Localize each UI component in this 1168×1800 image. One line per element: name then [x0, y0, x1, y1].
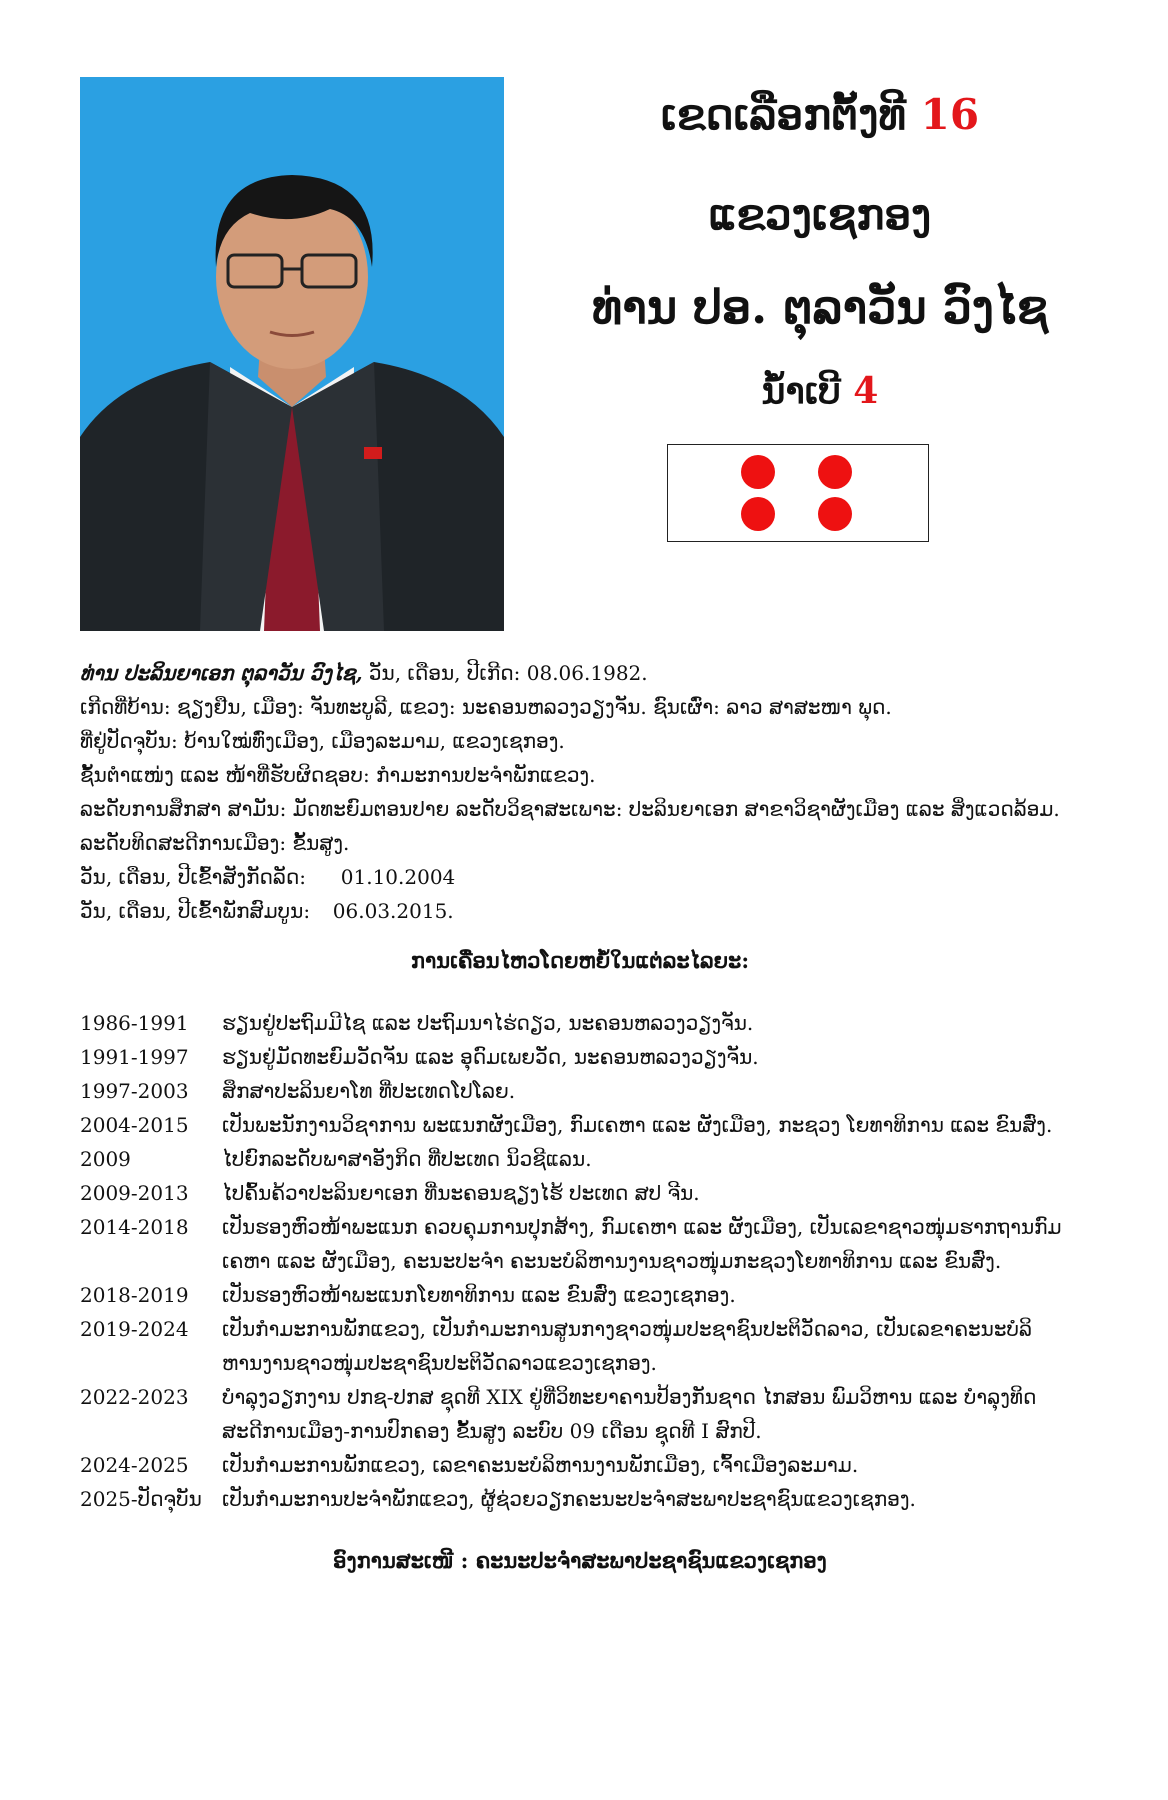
timeline-row [80, 1108, 1120, 1142]
timeline-row [80, 1380, 1120, 1448]
party-entry-label: ວັນ, ເດືອນ, ປີເຂົ້າພັກສົມບູນ: [80, 899, 311, 923]
timeline-text [222, 1074, 1120, 1108]
timeline-text [222, 1278, 1120, 1312]
timeline-line: ຫານງານຊາວໜຸ່ມປະຊາຊົນປະຕິວັດລາວແຂວງເຊກອງ. [222, 1351, 657, 1375]
info-address: ທີ່ຢູ່ປັດຈຸບັນ: ບ້ານໃໝ່ທົ່ງເມືອງ, ເມືອງລະມາມ, ແຂວງເຊກອງ. [80, 729, 565, 753]
timeline-title: ການເຄື່ອນໄຫວໂດຍຫຍໍ້ໃນແຕ່ລະໄລຍະ: [410, 948, 750, 973]
info-name: ທ່ານ ປະລິນຍາເອກ ຕຸລາວັນ ວົງໄຊ, [80, 661, 363, 685]
timeline-line: ເປັນຮອງຫົວໜ້າພະແນກ ຄວບຄຸມການປຸກສ້າງ, ກົມເຄຫາ ແລະ ຜັງເມືອງ, ເປັນເລຂາຊາວໜຸ່ມຮາກຖານກົມ [222, 1215, 1062, 1239]
timeline-year: 2022-2023 [80, 1385, 189, 1409]
timeline-line: ຮຽນຢູ່ປະຖົມມີໄຊ ແລະ ປະຖົມນາໄຮ່ດຽວ, ນະຄອນຫລວງວຽງຈັນ. [222, 1011, 754, 1035]
ballot-number-dots [667, 444, 929, 542]
info-birth [80, 656, 1120, 690]
timeline-line: ເປັນກຳມະການພັກແຂວງ, ເປັນກຳມະການສູນກາງຊາວໜຸ່ມປະຊາຊົນປະຕິວັດລາວ, ເປັນເລຂາຄະນະບໍລິ [222, 1317, 1032, 1341]
timeline-row [80, 1312, 1120, 1380]
dot [741, 455, 775, 489]
dot [818, 497, 852, 531]
timeline-year: 2009 [80, 1147, 131, 1171]
timeline [80, 1006, 1120, 1516]
timeline-year: 2018-2019 [80, 1283, 189, 1307]
party-entry-date: 06.03.2015. [332, 899, 454, 923]
info-political-theory: ລະດັບທິດສະດີການເມືອງ: ຂັ້ນສູງ. [80, 831, 350, 855]
dot [741, 497, 775, 531]
constituency-title [520, 90, 1120, 140]
timeline-row [80, 1040, 1120, 1074]
timeline-text [222, 1482, 1120, 1516]
timeline-year: 2019-2024 [80, 1317, 189, 1341]
timeline-line: ບຳລຸງວຽກງານ ປກຊ-ປກສ ຊຸດທີ XIX ຢູ່ທີ່ວິທະຍາຄານປ້ອງກັນຊາດ ໄກສອນ ພົມວິຫານ ແລະ ບຳລຸງທິດ [222, 1385, 1037, 1409]
timeline-row [80, 1074, 1120, 1108]
constituency-label: ເຂດເລືອກຕັ້ງທີ [660, 90, 906, 139]
timeline-line: ເປັນກຳມະການປະຈຳພັກແຂວງ, ຜູ້ຊ່ວຍວຽກຄະນະປະຈຳສະພາປະຊາຊົນແຂວງເຊກອງ. [222, 1487, 916, 1511]
state-entry-date: 01.10.2004 [340, 865, 456, 889]
timeline-text [222, 1108, 1120, 1142]
info-state-entry [80, 860, 1120, 894]
timeline-row [80, 1482, 1120, 1516]
timeline-text [222, 1040, 1120, 1074]
info-education: ລະດັບການສຶກສາ ສາມັນ: ມັດທະຍົມຕອນປາຍ ລະດັບວິຊາສະເພາະ: ປະລິນຍາເອກ ສາຂາວິຊາຜັງເມືອງ ແລະ ສິ່ງແວດລ້ອມ. [80, 797, 1060, 821]
timeline-line: ເປັນຮອງຫົວໜ້າພະແນກໂຍທາທິການ ແລະ ຂົນສົ່ງ ແຂວງເຊກອງ. [222, 1283, 736, 1307]
timeline-line: ຮຽນຢູ່ມັດທະຍົມວັດຈັນ ແລະ ອຸດົມເພຍວັດ, ນະຄອນຫລວງວຽງຈັນ. [222, 1045, 759, 1069]
province-title: ແຂວງເຊກອງ [708, 190, 932, 239]
candidate-photo [80, 77, 504, 631]
timeline-text [222, 1142, 1120, 1176]
number-label: ນໍ້າເບີ [761, 370, 841, 412]
candidate-number [520, 370, 1120, 413]
timeline-line: ສຶກສາປະລິນຍາໂທ ທີ່ປະເທດໂປໂລຍ. [222, 1079, 516, 1103]
personal-info [80, 656, 1120, 928]
timeline-text [222, 1380, 1120, 1448]
timeline-year: 2025-ປັດຈຸບັນ [80, 1487, 202, 1511]
timeline-text [222, 1006, 1120, 1040]
timeline-line: ເປັນພະນັກງານວິຊາການ ພະແນກຜັງເມືອງ, ກົມເຄຫາ ແລະ ຜັງເມືອງ, ກະຊວງ ໂຍທາທິການ ແລະ ຂົນສົ່ງ. [222, 1113, 1053, 1137]
constituency-number: 16 [920, 90, 980, 139]
proposer: ອົງການສະເໜີ : ຄະນະປະຈຳສະພາປະຊາຊົນແຂວງເຊກອງ [333, 1548, 827, 1573]
candidate-portrait-icon [80, 77, 504, 631]
info-party-entry [80, 894, 1120, 928]
state-entry-label: ວັນ, ເດືອນ, ປີເຂົ້າສັງກັດລັດ: [80, 865, 307, 889]
timeline-line: ສະດີການເມືອງ-ການປົກຄອງ ຂັ້ນສູງ ລະບົບ 09 ເດືອນ ຊຸດທີ I ສົກປີ. [222, 1419, 762, 1443]
timeline-year: 1986-1991 [80, 1011, 189, 1035]
timeline-text [222, 1312, 1120, 1380]
timeline-row [80, 1210, 1120, 1278]
timeline-text [222, 1448, 1120, 1482]
timeline-year: 1997-2003 [80, 1079, 189, 1103]
timeline-row [80, 1006, 1120, 1040]
timeline-line: ເຄຫາ ແລະ ຜັງເມືອງ, ຄະນະປະຈຳ ຄະນະບໍລິຫານງານຊາວໜຸ່ມກະຊວງໂຍທາທິການ ແລະ ຂົນສົ່ງ. [222, 1249, 1002, 1273]
timeline-row [80, 1176, 1120, 1210]
timeline-year: 2014-2018 [80, 1215, 189, 1239]
timeline-row [80, 1142, 1120, 1176]
info-birthplace: ເກີດທີ່ບ້ານ: ຊຽງຢືນ, ເມືອງ: ຈັນທະບູລີ, ແຂວງ: ນະຄອນຫລວງວຽງຈັນ. ຊົນເຜົ່າ: ລາວ ສາສະໜາ ພຸດ. [80, 695, 892, 719]
timeline-year: 2009-2013 [80, 1181, 189, 1205]
candidate-name: ທ່ານ ປອ. ຕຸລາວັນ ວົງໄຊ [591, 280, 1049, 334]
timeline-year: 2024-2025 [80, 1453, 189, 1477]
dot [818, 455, 852, 489]
number-value: 4 [853, 370, 879, 412]
info-position: ຊັ້ນຕຳແໜ່ງ ແລະ ໜ້າທີ່ຮັບຜິດຊອບ: ກຳມະການປະຈຳພັກແຂວງ. [80, 763, 596, 787]
info-birthdate: ວັນ, ເດືອນ, ປີເກີດ: 08.06.1982. [362, 661, 648, 685]
timeline-year: 2004-2015 [80, 1113, 189, 1137]
timeline-line: ໄປຄົ້ນຄ້ວາປະລິນຍາເອກ ທີ່ນະຄອນຊຽງໄຮ້ ປະເທດ ສປ ຈີນ. [222, 1181, 700, 1205]
timeline-year: 1991-1997 [80, 1045, 189, 1069]
timeline-text [222, 1210, 1120, 1278]
timeline-text [222, 1176, 1120, 1210]
timeline-line: ເປັນກຳມະການພັກແຂວງ, ເລຂາຄະນະບໍລິຫານງານພັກເມືອງ, ເຈົ້າເມືອງລະມາມ. [222, 1453, 859, 1477]
timeline-row [80, 1278, 1120, 1312]
timeline-line: ໄປຍົກລະດັບພາສາອັງກິດ ທີ່ປະເທດ ນິວຊີແລນ. [222, 1147, 592, 1171]
timeline-row [80, 1448, 1120, 1482]
